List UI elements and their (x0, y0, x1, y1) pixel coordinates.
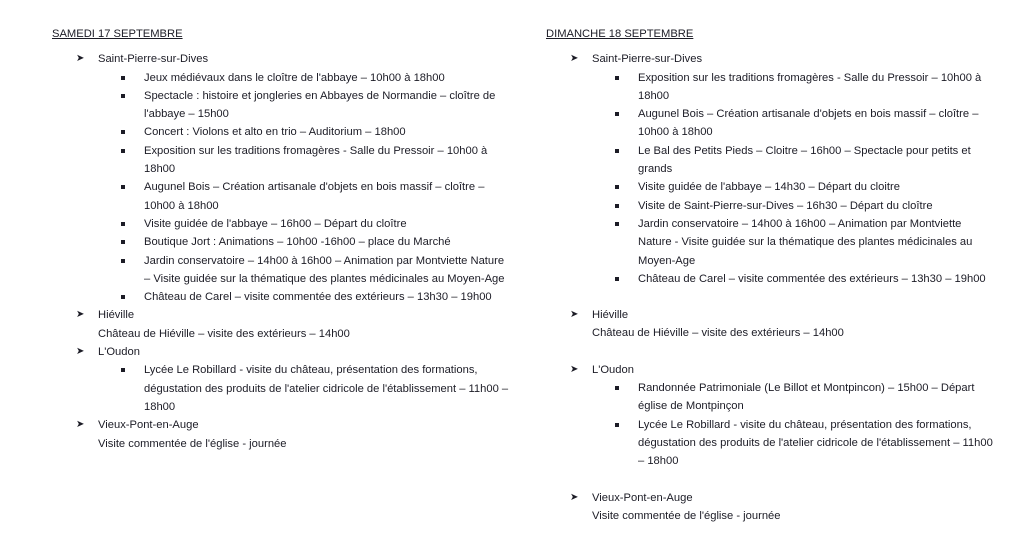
event-item (546, 416, 996, 471)
event-item (546, 197, 996, 215)
place-heading (546, 489, 996, 507)
day-title: SAMEDI 17 SEPTEMBRE (52, 28, 183, 40)
place-heading (546, 50, 996, 68)
place-note: Visite commentée de l'église - journée (98, 437, 287, 450)
event-text: Lycée Le Robillard - visite du château, présentation des formations, dégustation des produits de l'atelier cidricole de l'établissement – 11h00 – 18h00 (638, 418, 993, 468)
event-item (52, 123, 512, 141)
event-text: Lycée Le Robillard - visite du château, présentation des formations, dégustation des produits de l'atelier cidricole de l'établissement – 11h00 – 18h00 (144, 364, 509, 413)
event-item (52, 178, 512, 215)
place-name: Saint-Pierre-sur-Dives (592, 53, 703, 66)
spacer (546, 288, 996, 306)
event-text: Jardin conservatoire – 14h00 à 16h00 – Animation par Montviette Nature - Visite guidée sur la thématique des plantes médicinales au Moyen-Age (638, 217, 973, 267)
sunday-column (546, 25, 996, 525)
square-bullet-icon (121, 368, 125, 372)
event-text: Jardin conservatoire – 14h00 à 16h00 – Animation par Montviette Nature – Visite guidée sur la thématique des plantes médicinales au Moyen-Age (144, 254, 505, 285)
square-bullet-icon (121, 222, 125, 226)
event-text: Visite de Saint-Pierre-sur-Dives – 16h30 – Départ du cloître (638, 199, 933, 212)
square-bullet-icon (121, 149, 125, 153)
place-vieux-pont-en-auge (52, 416, 512, 453)
event-list (52, 69, 512, 307)
event-text: Le Bal des Petits Pieds – Cloitre – 16h00 – Spectacle pour petits et grands (638, 144, 971, 176)
square-bullet-icon (615, 112, 619, 116)
square-bullet-icon (121, 130, 125, 134)
event-item (52, 142, 512, 179)
arrow-bullet-icon: ➤ (76, 346, 85, 358)
event-text: Augunel Bois – Création artisanale d'objets en bois massif – cloître – 10h00 à 18h00 (144, 181, 485, 212)
event-item (52, 288, 512, 306)
arrow-bullet-icon: ➤ (570, 363, 579, 375)
event-text: Concert : Violons et alto en trio – Auditorium – 18h00 (144, 126, 406, 139)
square-bullet-icon (615, 76, 619, 80)
place-heading (52, 416, 512, 434)
event-item (546, 178, 996, 196)
event-item (52, 215, 512, 233)
event-item (546, 142, 996, 179)
event-text: Spectacle : histoire et jongleries en Abbayes de Normandie – cloître de l'abbaye – 15h00 (144, 89, 496, 121)
place-heading (52, 50, 512, 68)
square-bullet-icon (615, 222, 619, 226)
place-heading (52, 343, 512, 361)
place-saint-pierre-sur-dives (52, 50, 512, 306)
arrow-bullet-icon: ➤ (76, 53, 85, 65)
square-bullet-icon (121, 240, 125, 244)
square-bullet-icon (121, 295, 125, 299)
event-text: Jeux médiévaux dans le cloître de l'abbaye – 10h00 à 18h00 (144, 71, 445, 84)
spacer (546, 343, 996, 361)
event-text: Château de Carel – visite commentée des extérieurs – 13h30 – 19h00 (638, 272, 986, 285)
place-vieux-pont-en-auge (546, 489, 996, 526)
event-text: Visite guidée de l'abbaye – 14h30 – Départ du cloitre (638, 181, 900, 194)
place-heading (52, 306, 512, 324)
event-item (52, 87, 512, 124)
place-name: Hiéville (592, 309, 629, 322)
square-bullet-icon (615, 185, 619, 189)
place-saint-pierre-sur-dives (546, 50, 996, 288)
square-bullet-icon (121, 259, 125, 263)
place-heading (546, 306, 996, 324)
place-name: L'Oudon (592, 363, 634, 376)
event-text: Boutique Jort : Animations – 10h00 -16h00 – place du Marché (144, 236, 451, 249)
event-text: Randonnée Patrimoniale (Le Billot et Montpincon) – 15h00 – Départ église de Montpinçon (638, 382, 975, 413)
event-item (52, 361, 512, 416)
event-text: Château de Carel – visite commentée des extérieurs – 13h30 – 19h00 (144, 291, 492, 304)
square-bullet-icon (615, 386, 619, 390)
place-loudon (546, 361, 996, 471)
square-bullet-icon (615, 277, 619, 281)
place-hieville (52, 306, 512, 343)
event-list (52, 361, 512, 416)
place-heading (546, 361, 996, 379)
saturday-column (52, 25, 512, 453)
place-loudon (52, 343, 512, 416)
event-text: Augunel Bois – Création artisanale d'objets en bois massif – cloître – 10h00 à 18h00 (638, 108, 979, 139)
event-list (546, 379, 996, 470)
place-name: Vieux-Pont-en-Auge (98, 419, 199, 432)
arrow-bullet-icon: ➤ (570, 491, 579, 503)
place-note: Château de Hiéville – visite des extérieurs – 14h00 (592, 327, 844, 340)
arrow-bullet-icon: ➤ (570, 309, 579, 321)
square-bullet-icon (615, 423, 619, 427)
place-hieville (546, 306, 996, 343)
place-name: Hiéville (98, 309, 135, 322)
place-name: Saint-Pierre-sur-Dives (98, 53, 209, 66)
event-item (52, 233, 512, 251)
event-item (546, 105, 996, 142)
place-note: Château de Hiéville – visite des extérieurs – 14h00 (98, 327, 350, 340)
place-name: Vieux-Pont-en-Auge (592, 491, 693, 504)
square-bullet-icon (121, 76, 125, 80)
square-bullet-icon (121, 185, 125, 189)
event-text: Exposition sur les traditions fromagères - Salle du Pressoir – 10h00 à 18h00 (144, 144, 488, 176)
day-title: DIMANCHE 18 SEPTEMBRE (546, 28, 694, 40)
event-text: Exposition sur les traditions fromagères - Salle du Pressoir – 10h00 à 18h00 (638, 71, 982, 102)
event-text: Visite guidée de l'abbaye – 16h00 – Départ du cloître (144, 217, 407, 230)
event-item (546, 270, 996, 288)
arrow-bullet-icon: ➤ (76, 309, 85, 321)
square-bullet-icon (121, 94, 125, 98)
event-item (546, 215, 996, 270)
spacer (546, 471, 996, 489)
event-list (546, 69, 996, 289)
arrow-bullet-icon: ➤ (570, 53, 579, 65)
arrow-bullet-icon: ➤ (76, 419, 85, 431)
event-item (546, 379, 996, 416)
place-name: L'Oudon (98, 346, 140, 359)
place-note: Visite commentée de l'église - journée (592, 509, 781, 522)
square-bullet-icon (615, 204, 619, 208)
square-bullet-icon (615, 149, 619, 153)
event-item (546, 69, 996, 106)
event-item (52, 252, 512, 289)
event-item (52, 69, 512, 87)
